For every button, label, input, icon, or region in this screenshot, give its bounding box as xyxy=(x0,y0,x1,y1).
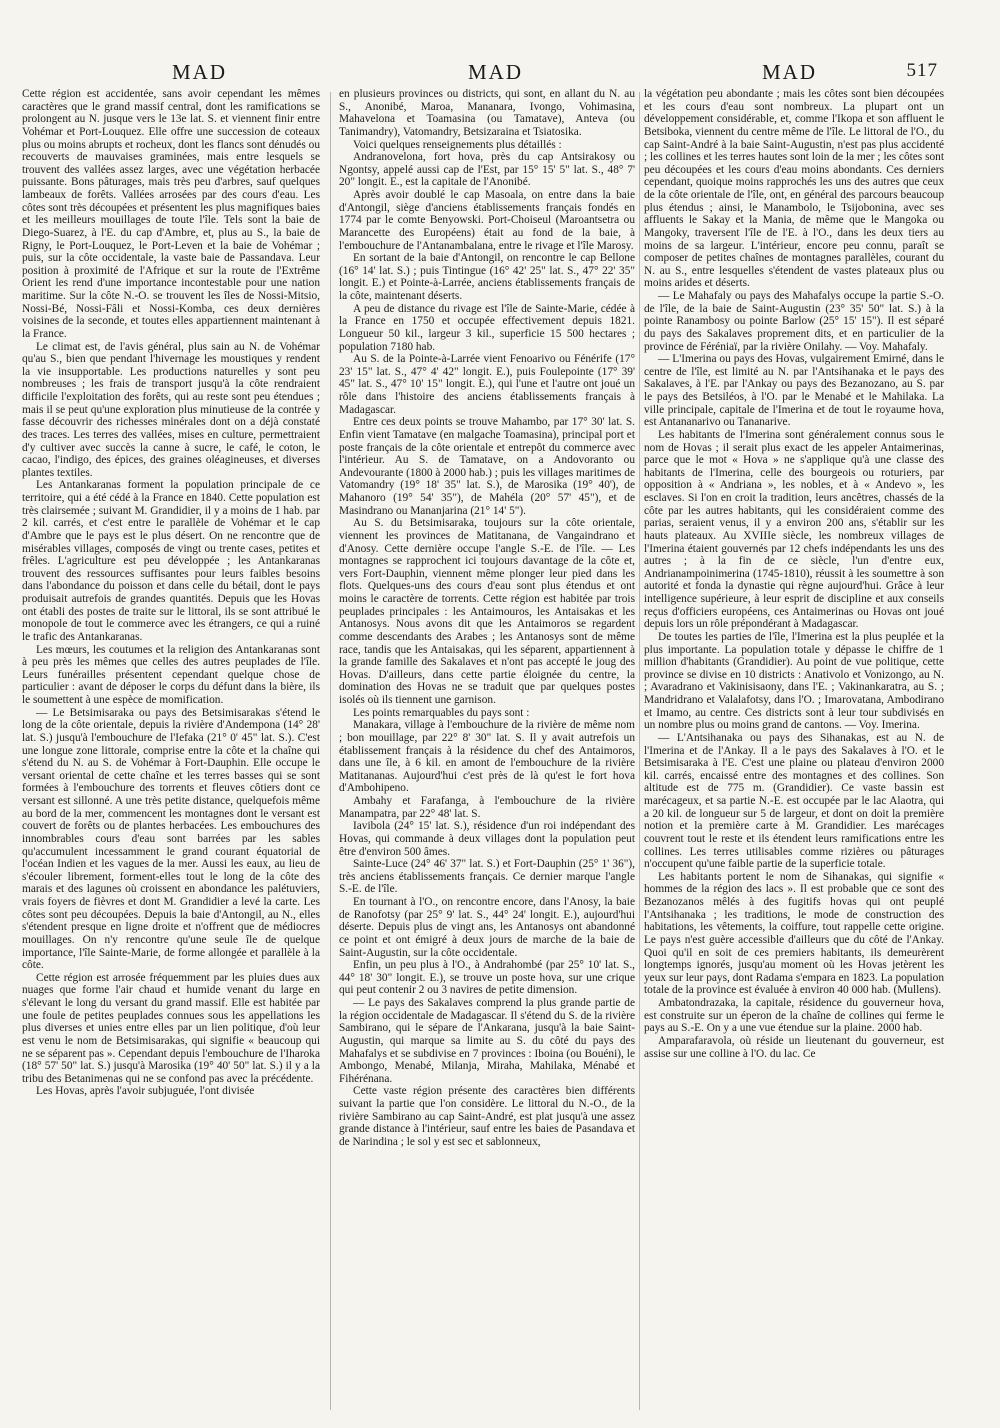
running-head-right: MAD xyxy=(762,60,818,84)
paragraph: Entre ces deux points se trouve Mahambo, par 17° 30' lat. S. Enfin vient Tamatave (en malgache Toamasina), principal port et poste français de la côte orientale et entrepôt du commerce avec l'intérieur. Au S. de Tamatave, on a Andovoranto ou Andevourante (1800 à 2000 hab.) ; puis les villages maritimes de Vatomandry (19° 18' 35" lat. S.), de Marosika (19° 40'), de Mahanoro (19° 54' 35"), de Mahéla (20° 57' 45"), et de Masindrano ou Mananjarina (21° 14' 5"). xyxy=(339,416,635,517)
paragraph: — Le Mahafaly ou pays des Mahafalys occupe la partie S.-O. de l'île, de la baie de Saint-Augustin (23° 35' 50" lat. S.) à la pointe Ranambosy ou pointe Barlow (25° 15' 15"). Il est séparé du pays des Sakalaves proprement dits, et en particulier de la province de Féréniaï, par la rivière Onilahy. — Voy. Mahafaly. xyxy=(644,290,944,353)
paragraph: — Le pays des Sakalaves comprend la plus grande partie de la région occidentale de Madagascar. Il s'étend du S. de la rivière Sambirano, qui le sépare de l'Ankarana, jusqu'à la baie Saint-Augustin, qui marque sa limite au S. du côté du pays des Mahafalys et se subdivise en 7 provinces : Iboina (ou Bouéni), le Ambongo, Menabé, Milanja, Miraha, Mahilaka, Ménabé et Fihérénana. xyxy=(339,997,635,1085)
running-head-left: MAD xyxy=(172,60,228,84)
paragraph: En tournant à l'O., on rencontre encore, dans l'Anosy, la baie de Ranofotsy (par 25° 9' lat. S., 44° 24' longit. E.), aujourd'hui déserte. Depuis plus de vingt ans, les Antanosys ont abandonné ce point et ont émigré à deux jours de marche de la baie de Saint-Augustin, sur la côte occidentale. xyxy=(339,896,635,959)
paragraph: Andranovelona, fort hova, près du cap Antsirakosy ou Ngontsy, appelé aussi cap de l'Est, par 15° 15' 5" lat. S., 48° 7' 20" longit. E., est la capitale de l'Anonibé. xyxy=(339,151,635,189)
paragraph: Les mœurs, les coutumes et la religion des Antankaranas sont à peu près les mêmes que celles des autres peuplades de l'île. Leurs funérailles présentent cependant quelque chose de particulier : avant de déposer le corps du défunt dans la bière, ils le soumettent à une espèce de momification. xyxy=(22,643,320,706)
paragraph: — Le Betsimisaraka ou pays des Betsimisarakas s'étend le long de la côte orientale, depuis la rivière d'Andempona (14° 28' lat. S.) jusqu'à l'embouchure de l'Iefaka (21° 0' 45" lat. S.). C'est une longue zone littorale, comprise entre la côte et la chaîne qui s'étend du N. au S. de Vohémar à Fort-Dauphin. Elle occupe le versant oriental de cette chaîne et les terres basses qui se sont formées à l'embouchure des torrents et fleuves côtiers dont ce versant est sillonné. A une très petite distance, quelquefois même au bord de la mer, commencent les montagnes dont le versant est couvert de forêts ou de plantes herbacées. Les embouchures des innombrables cours d'eau sont barrées par les sables qu'accumulent incessamment le grand courant équatorial de l'océan Indien et les vagues de la mer. Aussi les eaux, au lieu de s'écouler librement, forment-elles tout le long de la côte des marais et des lagunes où croissent en abondance les palétuviers, vrais foyers de fièvres et dont M. Grandidier a levé la carte. Les côtes sont peu découpées. Depuis la baie d'Antongil, au N., elles s'étendent presque en ligne droite et n'offrent que de médiocres mouillages. On n'y rencontre qu'une seule île de quelque importance, l'île Sainte-Marie, de forme allongée et parallèle à la côte. xyxy=(22,706,320,972)
paragraph: Au S. du Betsimisaraka, toujours sur la côte orientale, viennent les provinces de Matitanana, de Vangaindrano et d'Anosy. Cette dernière occupe l'angle S.-E. de l'île. — Les montagnes se rapprochent ici toujours davantage de la côte et, vers Fort-Dauphin, viennent même plonger leur pied dans les flots. Quelques-uns des cours d'eau sont plus étendus et ont moins le caractère de torrents. Cette région est habitée par trois peuplades principales : les Antaimouros, les Antaisakas et les Antanosys. Nous avons dit que les Antaimoros se regardent comme descendants des Arabes ; les Antanosys sont de même race, tandis que les Antaisakas, qui les séparent, appartiennent à la grande famille des Sakalaves et n'ont pas accepté le joug des Hovas. D'ailleurs, dans cette partie éloignée du centre, la domination des Hovas ne se traduit que par quelques postes isolés où ils tiennent une garnison. xyxy=(339,517,635,706)
paragraph: Ambatondrazaka, la capitale, résidence du gouverneur hova, est construite sur un éperon de la chaîne de collines qui ferme le pays au S.-E. On y a une vue étendue sur la plaine. 2000 hab. xyxy=(644,997,944,1035)
paragraph: A peu de distance du rivage est l'île de Sainte-Marie, cédée à la France en 1750 et occupée effectivement depuis 1821. Longueur 50 kil., largeur 3 kil., superficie 15 500 hectares ; population 7180 hab. xyxy=(339,302,635,353)
paragraph: la végétation peu abondante ; mais les côtes sont bien découpées et les cours d'eau sont nombreux. La plupart ont un développement considérable, et, comme l'Ikopa et son affluent le Betsiboka, viennent du centre même de l'île. Le littoral de l'O., du cap Saint-André à la baie Saint-Augustin, n'est pas plus accidenté ; les collines et les terres hautes sont loin de la mer ; les côtes sont peu découpées et les cours d'eau moins abondants. Ces derniers cependant, quoique moins rapprochés les uns des autres que ceux de la côte orientale de l'île, ont, en général des parcours beaucoup plus étendus ; ainsi, le Manambolo, le Tsijobonina, avec ses affluents le Sakay et la Mania, de même que le Mangoka ou Mangoky, traversent l'île de l'E. à l'O., dans les deux tiers au moins de sa largeur. L'intérieur, encore peu connu, paraît se composer de petites chaînes de montagnes parallèles, courant du N. au S., entre lesquelles s'étendent de vastes plateaux plus ou moins arides et déserts. xyxy=(644,88,944,290)
paragraph: Cette vaste région présente des caractères bien différents suivant la partie que l'on considère. Le littoral du N.-O., de la rivière Sambirano au cap Saint-André, est plat jusqu'à une assez grande distance à l'intérieur, sauf entre les baies de Pasandava et de Narindina ; le sol y est sec et sablonneux, xyxy=(339,1085,635,1148)
paragraph: Les habitants portent le nom de Sihanakas, qui signifie « hommes de la région des lacs ». Il est probable que ce sont des Bezanozanos mêlés à des fugitifs hovas qui ont peuplé l'Antsihanaka ; les traditions, le mode de construction des habitations, les vêtements, la coiffure, tout rappelle cette origine. Le pays n'est guère accessible d'ailleurs que du côté de l'Ankay. Quoi qu'il en soit de ces premiers habitants, ils demeurèrent longtemps ignorés, jusqu'au moment où les Hovas jetèrent les yeux sur leur pays, dont Radama s'empara en 1823. La population totale de la province est évaluée à environ 40 000 hab. (Mullens). xyxy=(644,870,944,997)
paragraph: Les points remarquables du pays sont : xyxy=(353,706,530,719)
text-column-1 xyxy=(22,88,320,1413)
paragraph: Ambahy et Farafanga, à l'embouchure de la rivière Manampatra, par 22° 48' lat. S. xyxy=(339,795,635,820)
paragraph: En sortant de la baie d'Antongil, on rencontre le cap Bellone (16° 14' lat. S.) ; puis Tintingue (16° 42' 25" lat. S., 47° 22' 35" longit. E.) et Pointe-à-Larrée, anciens établissements français de la côte, maintenant déserts. xyxy=(339,252,635,302)
paragraph: Cette région est arrosée fréquemment par les pluies dues aux nuages que forme l'air chaud et humide venant du large en s'élevant le long du versant du grand massif. Elle est habitée par une foule de petites peuplades connues sous les appellations les plus diverses et unies entre elles par un lien politique, d'où leur est venu le nom de Betsimisarakas, qui signifie « beaucoup qui ne se séparent pas ». Cependant depuis l'embouchure de l'Iharoka (18° 57' 50" lat. S.) jusqu'à Marosika (19° 40' 50" lat. S.) il y a la tribu des Betanimenas qui ne se confond pas avec la précédente. xyxy=(22,971,320,1085)
paragraph: Après avoir doublé le cap Masoala, on entre dans la baie d'Antongil, siège d'anciens établissements français fondés en 1774 par le comte Benyowski. Port-Choiseul (Maroantsetra ou Marancette des Européens) était au fond de la baie, à l'embouchure de l'Antanambalana, entre le rivage et l'île Marosy. xyxy=(339,189,635,252)
paragraph: Amparafaravola, où réside un lieutenant du gouverneur, est assise sur une colline à l'O. du lac. Ce xyxy=(644,1034,944,1060)
paragraph: — L'Imerina ou pays des Hovas, vulgairement Emirné, dans le centre de l'île, est limité au N. par l'Antsihanaka et le pays des Sakalaves, à l'E. par l'Ankay ou pays des Bezanozano, au S. par le pays des Betsiléos, à l'O. par le Menabé et le Mahilaka. La ville principale, capitale de l'Imerina et de tout le royaume hova, est Antananarivo ou Tananarive. xyxy=(644,353,944,429)
column-rule-left xyxy=(330,92,331,1410)
column-rule-right xyxy=(639,92,640,1410)
paragraph: Les Hovas, après l'avoir subjuguée, l'ont divisée xyxy=(36,1085,255,1098)
paragraph: Les Antankaranas forment la population principale de ce territoire, qui a été cédé à la France en 1840. Cette population est très clairsemée ; suivant M. Grandidier, il y a moins de 1 hab. par 2 kil. carrés, et c'est entre le parallèle de Vohémar et le cap d'Ambre que le pays est le plus désert. On ne rencontre que de misérables villages, composés de vingt ou trente cases, petites et frêles. L'agriculture est peu développée ; les Antankaranas trouvent des ressources suffisantes pour leurs faibles besoins dans l'abondance du poisson et dans celle du bétail, dont le pays produisait autrefois de grandes quantités. Depuis que les Hovas ont établi des postes de traite sur le littoral, ils se sont attribué le monopole de tout le commerce avec les étrangers, ce qui a ruiné le trafic des Antankaranas. xyxy=(22,479,320,643)
paragraph: Au S. de la Pointe-à-Larrée vient Fenoarivo ou Fénérife (17° 23' 15" lat. S., 47° 4' 42" longit. E.), puis Foulepointe (17° 39' 45" lat. S., 47° 10' 15" longit. E.), qui l'une et l'autre ont joué un rôle dans l'histoire des anciens établissements français à Madagascar. xyxy=(339,353,635,416)
paragraph: Les habitants de l'Imerina sont généralement connus sous le nom de Hovas ; il serait plus exact de les appeler Antaimerinas, parce que le mot « Hova » ne s'applique qu'à une classe des habitants de l'Imerina, celle des bourgeois ou roturiers, par opposition à « Andriana », les nobles, et à « Andevo », les esclaves. Si l'on en croit la tradition, leurs ancêtres, chassés de la côte par les autres habitants, qui les considéraient comme des parias, seraient venus, il y a environ 200 ans, s'établir sur les hauts plateaux. Au XVIIIe siècle, les nombreux villages de l'Imerina étaient gouvernés par 12 chefs indépendants les uns des autres ; à la fin de ce siècle, l'un d'entre eux, Andrianampoinimerina (1745-1810), réussit à les soumettre à son autorité et fonda la dynastie qui règne aujourd'hui. Grâce à leur intelligence supérieure, à leur esprit de discipline et aux conseils reçus d'officiers européens, ces Antaimerinas ou Hovas ont joué depuis lors un rôle prépondérant à Madagascar. xyxy=(644,428,944,631)
running-head xyxy=(0,60,1000,90)
paragraph: Sainte-Luce (24° 46' 37" lat. S.) et Fort-Dauphin (25° 1' 36"), très anciens établissements français. Ce dernier marque l'angle S.-E. de l'île. xyxy=(339,858,635,896)
paragraph: Voici quelques renseignements plus détaillés : xyxy=(353,138,562,151)
text-column-2 xyxy=(339,88,635,1413)
paragraph: Cette région est accidentée, sans avoir cependant les mêmes caractères que le grand massif central, dont les ramifications se prolongent au N. jusque vers le 13e lat. S. et viennent finir entre Vohémar et Port-Louquez. Elle offre une succession de coteaux plus ou moins abrupts et rocheux, dont les flancs sont dénudés ou recouverts de mauvaises graminées, mais entre lesquels se trouvent des vallées assez larges, avec une végétation herbacée puissante. Bons pâturages, mais très peu d'arbres, sauf quelques lambeaux de forêts. Vallées arrosées par des cours d'eau. Les côtes sont très découpées et présentent les plus magnifiques baies et les meilleurs mouillages de toute l'île. Tels sont la baie de Diego-Suarez, à l'E. du cap d'Ambre, et, plus au S., la baie de Rigny, le Port-Louquez, le Port-Leven et la baie de Vohémar ; puis, sur la côte occidentale, la vaste baie de Passandava. Leur position à proximité de l'Afrique et sur la route de l'Extrême Orient les rend d'une importance incontestable pour une nation maritime. Sur la côte N.-O. se trouvent les îles de Nossi-Mitsio, Nossi-Bé, Nossi-Fâli et Nossi-Komba, ces deux dernières voisines de la seconde, et toutes elles appartiennent maintenant à la France. xyxy=(22,88,320,340)
text-column-3 xyxy=(644,88,944,1413)
running-head-center: MAD xyxy=(468,60,524,84)
paragraph: Enfin, un peu plus à l'O., à Andrahombé (par 25° 10' lat. S., 44° 18' 30" longit. E.), se trouve un poste hova, sur une crique qui peut contenir 2 ou 3 navires de petite dimension. xyxy=(339,959,635,997)
paragraph: Iavibola (24° 15' lat. S.), résidence d'un roi indépendant des Hovas, qui commande à deux villages dont la population peut être d'environ 500 âmes. xyxy=(339,820,635,858)
page-number: 517 xyxy=(906,60,938,81)
paragraph: Manakara, village à l'embouchure de la rivière de même nom ; bon mouillage, par 22° 8' 30" lat. S. Il y avait autrefois un établissement français à la résidence du chef des Antaimoros, dans une île, à 6 kil. en amont de l'embouchure de la rivière Matitananas. Aujourd'hui c'est près de là qu'est le fort hova d'Ambohipeno. xyxy=(339,719,635,795)
paragraph: en plusieurs provinces ou districts, qui sont, en allant du N. au S., Anonibé, Maroa, Mananara, Ivongo, Vohimasina, Mahavelona et Toamasina (ou Tamatave), Anteva (ou Tanimandry), Vatomandry, Betsizaraina et Tsiatosika. xyxy=(339,88,635,138)
paragraph: — L'Antsihanaka ou pays des Sihanakas, est au N. de l'Imerina et de l'Ankay. Il a le pays des Sakalaves à l'O. et le Betsimisaraka à l'E. C'est une plaine ou plateau d'environ 2000 kil. carrés, encaissé entre des montagnes et des collines. Son altitude est de 775 m. (Grandidier). Ce vaste bassin est marécageux, et sa partie N.-E. est occupée par le lac Alaotra, qui a 20 kil. de longueur sur 5 de largeur, et dont on doit la première notion et la première carte à M. Grandidier. Les marécages couvrent tout le reste et ils étendent leurs ramifications entre les collines. Les terres utilisables comme rizières ou pâturages n'occupent qu'une faible partie de la superficie totale. xyxy=(644,731,944,871)
paragraph: Le climat est, de l'avis général, plus sain au N. de Vohémar qu'au S., bien que pendant l'hivernage les moustiques y rendent la vie insupportable. Les productions naturelles y sont peu nombreuses ; les frais de transport jusqu'à la côte rendraient difficile l'exploitation des forêts, qui au reste sont peu étendues ; mais il se peut qu'une exploration plus minutieuse de la contrée y fasse découvrir des richesses minérales dont on a déjà constaté des traces. Les terres des vallées, mises en culture, permettraient d'y cultiver avec succès la canne à sucre, le café, le coton, le cacao, l'indigo, des épices, des graines oléagineuses, et diverses plantes textiles. xyxy=(22,340,320,479)
paragraph: De toutes les parties de l'île, l'Imerina est la plus peuplée et la plus importante. La population totale y dépasse le chiffre de 1 million d'habitants (Grandidier). Au point de vue politique, cette province se divise en 10 districts : Anativolo et Vonizongo, au N. ; Avaradrano et Vakinisisaony, dans l'E. ; Vakinankaratra, au S. ; Mandridrano et Valalafotsy, dans l'O. ; Imarovatana, Ambodirano et Imamo, au centre. Ces districts sont à leur tour subdivisés en un nombre plus ou moins grand de cantons. — Voy. Imerina. xyxy=(644,630,944,732)
